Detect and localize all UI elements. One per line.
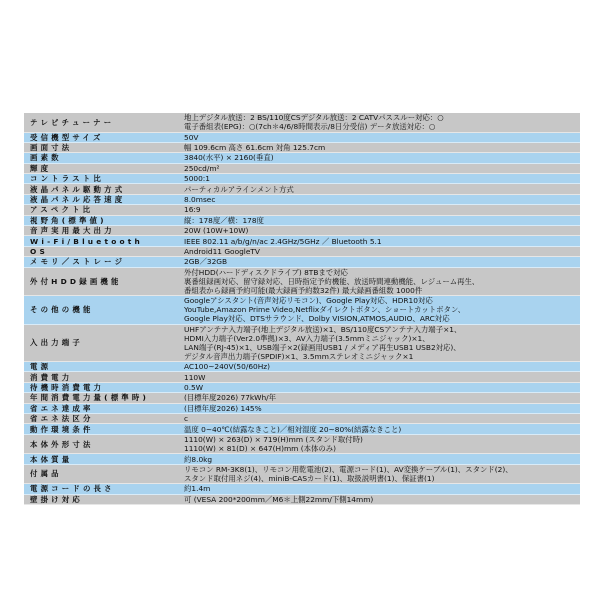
spec-row: [24, 484, 580, 494]
spec-value-line: 50V: [184, 132, 199, 142]
spec-value-line: 20W (10W+10W): [184, 226, 249, 236]
spec-value: [180, 484, 580, 493]
spec-value: [180, 383, 580, 392]
spec-value-line: 110W: [184, 372, 206, 382]
spec-value-line: 5000:1: [184, 174, 211, 184]
spec-label: OS: [30, 246, 49, 256]
spec-label: 電源: [30, 362, 52, 372]
spec-value-line: AC100~240V(50/60Hz): [184, 362, 271, 372]
spec-row: [24, 393, 580, 403]
spec-value-line: 3840(水平) × 2160(垂直): [184, 153, 274, 163]
spec-value-line: 外付HDD(ハードディスクドライブ) 8TBまで対応: [184, 267, 348, 277]
spec-value: [180, 424, 580, 433]
spec-row: [24, 325, 580, 363]
spec-label: 液晶パネル駆動方式: [30, 184, 126, 194]
spec-value: [180, 143, 580, 152]
spec-label: 画面寸法: [30, 143, 73, 153]
spec-label: 省エネ達成率: [30, 403, 94, 413]
spec-value: [180, 257, 580, 266]
spec-value-line: c: [184, 414, 189, 424]
spec-value: [180, 435, 580, 454]
spec-row: [24, 257, 580, 267]
spec-value-line: HDMI入力端子(Ver2.0準拠)×3、AV入力端子(3.5mmミニジャック)×1、: [184, 333, 430, 343]
spec-value: [180, 414, 580, 423]
spec-value: [180, 372, 580, 381]
spec-label: 本体質量: [30, 454, 73, 464]
spec-value: [180, 164, 580, 173]
spec-value-line: 地上デジタル放送：2 BS/110度CSデジタル放送：2 CATVパススルー対応：○: [184, 113, 444, 123]
spec-value-line: 16:9: [184, 205, 201, 215]
spec-value: [180, 184, 580, 193]
spec-value-line: 約1.4m: [184, 484, 211, 494]
spec-row: [24, 216, 580, 226]
spec-label: その他の機能: [30, 305, 94, 315]
spec-value-line: 可 (VESA 200*200mm／M6＊上側22mm/下側14mm): [184, 494, 374, 504]
spec-label: 消費電力: [30, 372, 73, 382]
spec-row: [24, 383, 580, 393]
spec-value: [180, 362, 580, 371]
spec-value: [180, 133, 580, 142]
spec-label: 画素数: [30, 153, 62, 163]
spec-label: 音声実用最大出力: [30, 226, 115, 236]
spec-value-line: 温度 0~40℃(結露なきこと)／相対湿度 20~80%(結露なきこと): [184, 424, 402, 434]
spec-row: [24, 296, 580, 325]
spec-row: [24, 184, 580, 194]
spec-label: 視野角(標準値): [30, 215, 107, 225]
spec-row: [24, 195, 580, 205]
spec-value: [180, 205, 580, 214]
spec-value-line: Googleアシスタント(音声対応リモコン)、Google Play対応、HDR10対応: [184, 296, 433, 306]
spec-row: [24, 236, 580, 246]
spec-value: [180, 495, 580, 504]
spec-value-line: リモコン RM-3K8(1)、リモコン用乾電池(2)、電源コード(1)、AV変換ケーブル(1)、スタンド(2)、: [184, 464, 513, 474]
spec-label: 壁掛け対応: [30, 494, 83, 504]
spec-value-line: 1110(W) × 81(D) × 647(H)mm (本体のみ): [184, 444, 337, 454]
spec-value-line: Google Play対応、DTSサラウンド、Dolby VISION,ATMOS,AUDIO、ARC対応: [184, 314, 450, 324]
spec-value-line: YouTube,Amazon Prime Video,Netflixダイレクトボタン、ショートカットボタン、: [184, 305, 466, 315]
spec-label: 外付HDD録画機能: [30, 276, 122, 286]
spec-value-line: UHFアンテナ入力端子(地上デジタル放送)×1、BS/110度CSアンテナ入力端子×1、: [184, 324, 462, 334]
spec-row: [24, 226, 580, 236]
spec-row: [24, 143, 580, 153]
spec-row: [24, 153, 580, 163]
spec-value-line: 約8.0kg: [184, 454, 213, 464]
spec-row: [24, 372, 580, 382]
spec-label: 入出力端子: [30, 338, 83, 348]
spec-label: 本体外形寸法: [30, 439, 94, 449]
spec-table: [24, 113, 580, 505]
spec-row: [24, 164, 580, 174]
spec-value: [180, 195, 580, 204]
spec-value-line: 0.5W: [184, 383, 204, 393]
spec-label: 輝度: [30, 163, 52, 173]
spec-label: 年間消費電力量(標準時): [30, 393, 150, 403]
spec-label: 待機時消費電力: [30, 383, 105, 393]
spec-value-line: パーティカルアラインメント方式: [184, 184, 294, 194]
spec-value: [180, 174, 580, 183]
spec-label: メモリ／ストレージ: [30, 257, 126, 267]
spec-value: [180, 268, 580, 296]
spec-value: [180, 296, 580, 324]
spec-value-line: 幅 109.6cm 高さ 61.6cm 対角 125.7cm: [184, 143, 326, 153]
spec-label: テレビチューナー: [30, 117, 115, 127]
spec-row: [24, 268, 580, 297]
spec-label: 電源コードの長さ: [30, 484, 115, 494]
spec-value-line: LAN端子(RJ-45)×1、USB端子×2(録画用USB1 / メディア再生USB1 USB2対応)、: [184, 342, 461, 352]
spec-label: 省エネ法区分: [30, 414, 94, 424]
spec-value: [180, 226, 580, 235]
spec-value: [180, 465, 580, 484]
spec-value: [180, 404, 580, 413]
spec-row: [24, 362, 580, 372]
spec-value: [180, 236, 580, 245]
spec-value: [180, 325, 580, 362]
spec-label: 動作環境条件: [30, 424, 94, 434]
spec-value: [180, 393, 580, 402]
spec-value-line: (目標年度2026) 145%: [184, 403, 262, 413]
spec-row: [24, 465, 580, 485]
spec-value-line: 8.0msec: [184, 195, 216, 205]
spec-row: [24, 435, 580, 455]
spec-row: [24, 414, 580, 424]
spec-label: 付属品: [30, 469, 62, 479]
spec-value: [180, 113, 580, 132]
spec-row: [24, 404, 580, 414]
spec-value: [180, 247, 580, 256]
spec-label: 液晶パネル応答速度: [30, 195, 126, 205]
spec-row: [24, 454, 580, 464]
spec-value-line: Android11 GoogleTV: [184, 246, 260, 256]
spec-label: Wi-Fi/Bluetooth: [30, 236, 143, 246]
spec-value-line: スタンド取付用ネジ(4)、miniB-CASカード(1)、取扱説明書(1)、保証書(1): [184, 473, 435, 483]
spec-row: [24, 174, 580, 184]
spec-value: [180, 454, 580, 463]
spec-label: コントラスト比: [30, 174, 104, 184]
spec-row: [24, 424, 580, 434]
spec-value-line: 2GB／32GB: [184, 257, 228, 267]
spec-value-line: デジタル音声出力端子(SPDIF)×1、3.5mmステレオミニジャック×1: [184, 351, 414, 361]
spec-label: アスペクト比: [30, 205, 94, 215]
spec-value-line: 番組表から録画予約可能(最大録画予約数32件) 最大録画番組数 1000件: [184, 285, 423, 295]
spec-row: [24, 133, 580, 143]
spec-value-line: 250cd/m²: [184, 163, 220, 173]
spec-value-line: 裏番組録画対応、留守録対応、日時指定予約機能、放送時間連動機能、レジューム再生、: [184, 276, 480, 286]
spec-value-line: 縦：178度／横：178度: [184, 215, 264, 225]
spec-label: 受信機型サイズ: [30, 132, 104, 142]
spec-value-line: IEEE 802.11 a/b/g/n/ac 2.4GHz/5GHz ／ Bluetooth 5.1: [184, 236, 382, 246]
spec-value-line: 1110(W) × 263(D) × 719(H)mm (スタンド取付時): [184, 435, 363, 445]
spec-value: [180, 153, 580, 162]
spec-row: [24, 247, 580, 257]
spec-row: [24, 205, 580, 215]
spec-row: [24, 113, 580, 133]
spec-value-line: (目標年度2026) 77kWh/年: [184, 393, 277, 403]
spec-value-line: 電子番組表(EPG)：○(7ch＊4/6/8時間表示/8日分受信) データ放送対応：○: [184, 122, 436, 132]
spec-value: [180, 216, 580, 225]
spec-row: [24, 495, 580, 505]
